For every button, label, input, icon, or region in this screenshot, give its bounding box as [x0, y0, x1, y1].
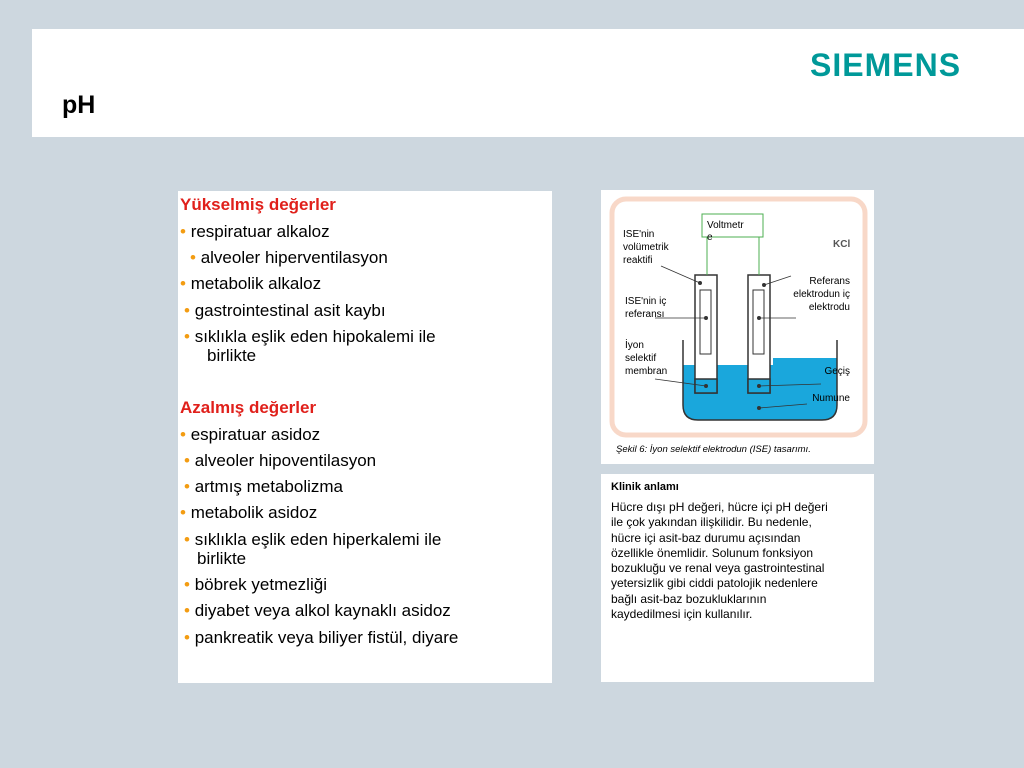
pointer-dot — [762, 283, 766, 287]
slide-header — [32, 29, 1024, 137]
ise-diagram-panel — [601, 190, 874, 464]
pointer-line — [661, 266, 700, 283]
siemens-logo: SIEMENS — [810, 47, 962, 83]
list-item: • respiratuar alkaloz — [180, 222, 330, 241]
pointer-dot — [757, 384, 761, 388]
pointer-dot — [704, 316, 708, 320]
list-item: • böbrek yetmezliği — [184, 575, 327, 594]
list-item: • sıklıkla eşlik eden hipokalemi ile — [184, 327, 436, 346]
list-item: • espiratuar asidoz — [180, 425, 321, 444]
list-item: • metabolik alkaloz — [180, 274, 322, 293]
sample-label: Numune — [812, 393, 850, 404]
list-item: • diyabet veya alkol kaynaklı asidoz — [184, 601, 451, 620]
list-item-continuation: birlikte — [207, 346, 257, 365]
clinical-panel — [601, 474, 874, 682]
elevated-heading: Yükselmiş değerler — [180, 195, 336, 214]
list-item: • alveoler hipoventilasyon — [184, 451, 377, 470]
kcl-label: KCl — [833, 239, 851, 250]
ise-internal-reference — [700, 290, 711, 354]
reference-electrode-label: elektrodu — [808, 302, 850, 313]
clinical-line: bozukluğu ve renal veya gastrointestinal — [611, 561, 825, 576]
ise-internal-ref-label: ISE'nin iç — [625, 296, 667, 307]
ise-reactive-label: ISE'nin — [623, 229, 655, 240]
voltmeter-label-cont: e — [707, 232, 713, 243]
list-item: • pankreatik veya biliyer fistül, diyare — [184, 628, 459, 647]
list-item: • gastrointestinal asit kaybı — [184, 301, 386, 320]
ise-reactive-label: volümetrik — [623, 242, 669, 253]
ise-internal-ref-label: referansı — [625, 309, 665, 320]
pointer-dot — [698, 281, 702, 285]
pointer-dot — [757, 316, 761, 320]
membrane-label: membran — [625, 366, 668, 377]
values-panel — [178, 191, 552, 683]
pointer-dot — [757, 406, 761, 410]
list-item: • metabolik asidoz — [180, 503, 318, 522]
list-item: • alveoler hiperventilasyon — [190, 248, 388, 267]
page-title: pH — [62, 91, 96, 119]
clinical-line: yetersizlik gibi ciddi patolojik nedenlere — [611, 576, 818, 591]
list-item-continuation: birlikte — [197, 549, 247, 568]
reference-electrode-label: elektrodun iç — [793, 289, 850, 300]
list-item: • sıklıkla eşlik eden hiperkalemi ile — [184, 530, 442, 549]
membrane-label: İyon — [625, 340, 644, 351]
reference-electrode-label: Referans — [809, 276, 850, 287]
membrane-label: selektif — [625, 353, 657, 364]
decreased-heading: Azalmış değerler — [180, 398, 317, 417]
clinical-line: bağlı asit-baz bozukluklarının — [611, 591, 767, 606]
list-item: • artmış metabolizma — [184, 477, 344, 496]
reference-internal-electrode — [753, 290, 764, 354]
clinical-text — [611, 500, 869, 622]
junction-label: Geçiş — [824, 366, 850, 377]
diagram-caption: Şekil 6: İyon selektif elektrodun (ISE) tasarımı. — [616, 444, 811, 455]
clinical-line: kaydedilmesi için kullanılır. — [611, 607, 753, 622]
ise-diagram — [601, 190, 874, 464]
pointer-dot — [704, 384, 708, 388]
clinical-title: Klinik anlamı — [611, 481, 679, 493]
clinical-line: Hücre dışı pH değeri, hücre içi pH değeri — [611, 500, 828, 514]
voltmeter-label: Voltmetr — [707, 220, 744, 231]
clinical-line: hücre içi asit-baz durumu açısından — [611, 530, 801, 545]
ise-reactive-label: reaktifi — [623, 255, 653, 266]
clinical-line: özellikle önemlidir. Solunum fonksiyon — [611, 545, 814, 560]
clinical-line: ile çok yakından ilişkilidir. Bu nedenle, — [611, 515, 812, 530]
